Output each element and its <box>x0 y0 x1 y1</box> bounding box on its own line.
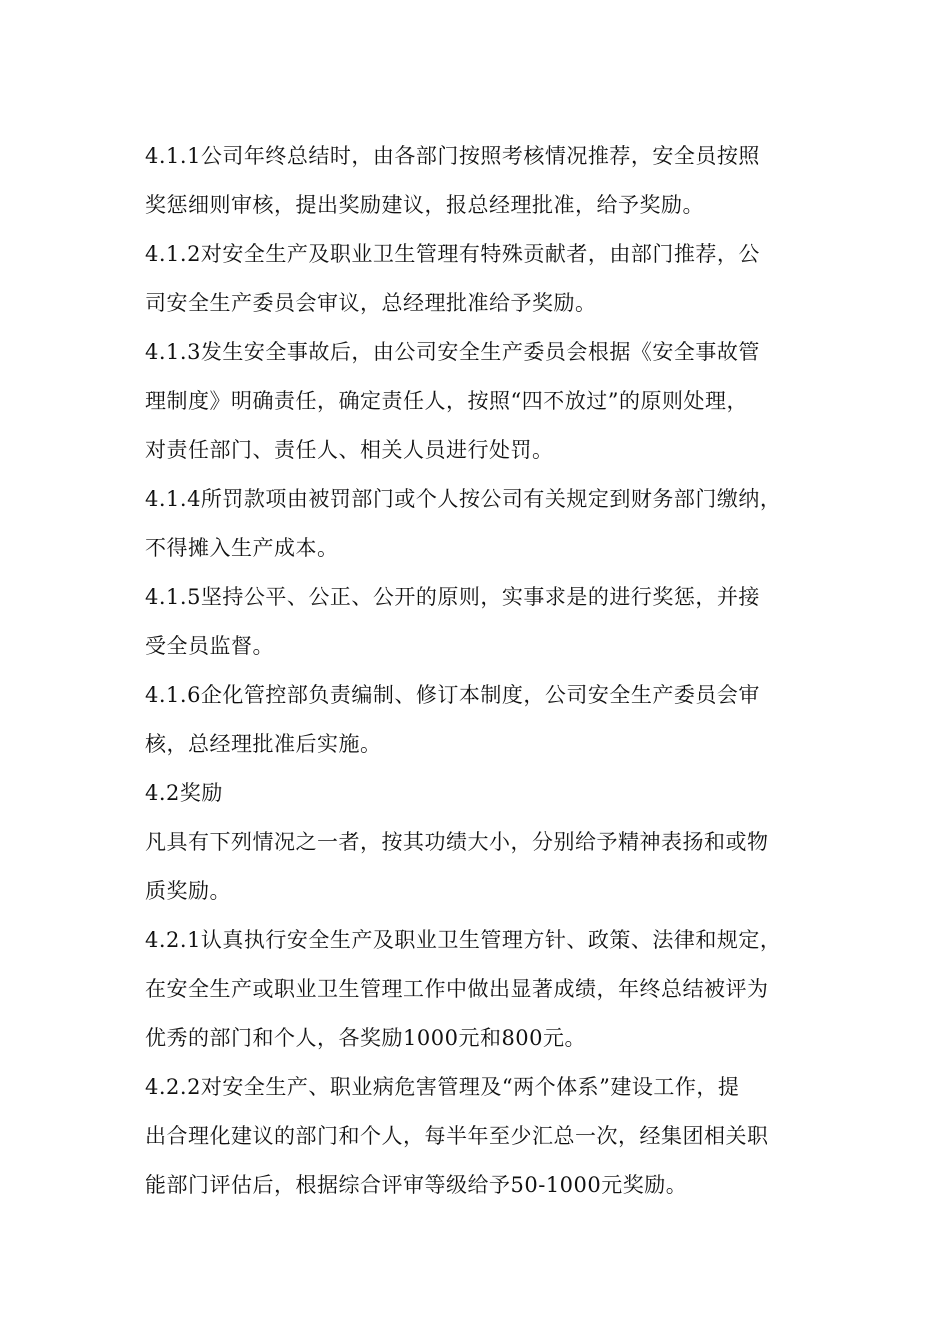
text-line: 凡具有下列情况之一者，按其功绩大小，分别给予精神表扬和或物 <box>145 830 769 854</box>
text-line: 4.1.1公司年终总结时，由各部门按照考核情况推荐，安全员按照 <box>145 144 760 168</box>
text-line: 优秀的部门和个人，各奖励1000元和800元。 <box>145 1026 587 1050</box>
text-line: 在安全生产或职业卫生管理工作中做出显著成绩，年终总结被评为 <box>145 977 769 1001</box>
text-line: 出合理化建议的部门和个人，每半年至少汇总一次，经集团相关职 <box>145 1124 769 1148</box>
section-heading: 4.2奖励 <box>145 781 223 805</box>
document-body <box>145 132 815 1210</box>
text-line: 4.1.3发生安全事故后，由公司安全生产委员会根据《安全事故管 <box>145 340 760 364</box>
text-line: 4.1.2对安全生产及职业卫生管理有特殊贡献者，由部门推荐，公 <box>145 242 760 266</box>
text-line: 核，总经理批准后实施。 <box>145 732 382 756</box>
text-line: 理制度》明确责任，确定责任人，按照“四不放过”的原则处理， <box>145 389 748 413</box>
text-line: 对责任部门、责任人、相关人员进行处罚。 <box>145 438 554 462</box>
text-line: 奖惩细则审核，提出奖励建议，报总经理批准，给予奖励。 <box>145 193 704 217</box>
text-line: 4.2.1认真执行安全生产及职业卫生管理方针、政策、法律和规定， <box>145 928 782 952</box>
text-line: 4.1.5坚持公平、公正、公开的原则，实事求是的进行奖惩，并接 <box>145 585 760 609</box>
text-line: 4.1.6企化管控部负责编制、修订本制度，公司安全生产委员会审 <box>145 683 760 707</box>
text-line: 质奖励。 <box>145 879 231 903</box>
text-line: 4.2.2对安全生产、职业病危害管理及“两个体系”建设工作，提 <box>145 1075 740 1099</box>
text-line: 能部门评估后，根据综合评审等级给予50-1000元奖励。 <box>145 1173 688 1197</box>
text-line: 不得摊入生产成本。 <box>145 536 339 560</box>
text-line: 受全员监督。 <box>145 634 274 658</box>
text-line: 4.1.4所罚款项由被罚部门或个人按公司有关规定到财务部门缴纳， <box>145 487 782 511</box>
text-line: 司安全生产委员会审议，总经理批准给予奖励。 <box>145 291 597 315</box>
